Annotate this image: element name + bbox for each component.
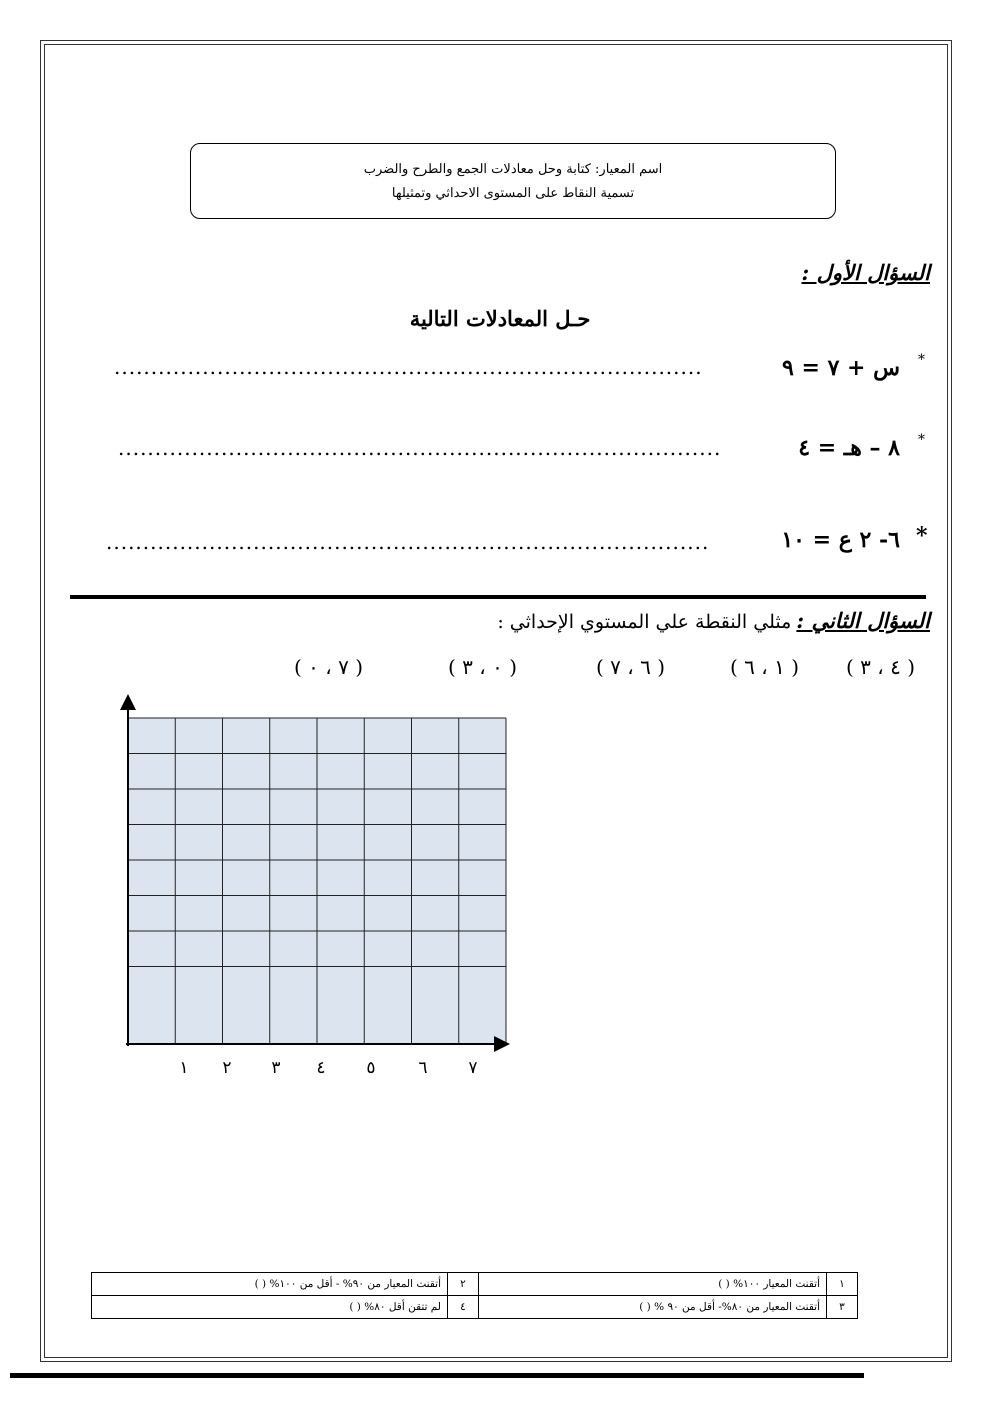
footer-rule	[10, 1373, 864, 1378]
question-2-instruction: مثلي النقطة علي المستوي الإحداثي :	[497, 611, 792, 633]
grade-option-1[interactable]: أتقنت المعيار ١٠٠% ( )	[479, 1273, 827, 1296]
point-3: ( ٦ ، ٧ )	[596, 655, 666, 679]
x-tick-label-6: ٦	[418, 1058, 428, 1078]
grading-table	[91, 1272, 858, 1319]
equation-1-bullet: *	[918, 352, 925, 368]
x-tick-label-7: ٧	[468, 1058, 478, 1078]
equation-3-answer-line[interactable]: ..................................................................................	[106, 530, 710, 554]
x-tick-label-2: ٢	[222, 1058, 232, 1078]
standard-line-1: اسم المعيار: كتابة وحل معادلات الجمع والطرح والضرب	[363, 162, 663, 177]
question-2-title: السؤال الثاني :	[796, 608, 930, 633]
grading-row-2	[92, 1296, 858, 1319]
grade-num-2: ٢	[448, 1273, 479, 1296]
x-tick-label-4: ٤	[316, 1058, 326, 1078]
question-1-title: السؤال الأول :	[801, 260, 930, 285]
grade-num-1: ١	[827, 1273, 858, 1296]
question-1-instruction: حـل المعادلات التالية	[409, 306, 591, 331]
equation-1: س + ٧ = ٩	[781, 355, 900, 381]
equation-3-bullet: *	[916, 523, 928, 549]
point-4: ( ٠ ، ٣ )	[448, 655, 518, 679]
grade-num-3: ٣	[827, 1296, 858, 1319]
point-5: ( ٧ ، ٠ )	[294, 655, 364, 679]
standard-box	[190, 143, 836, 219]
point-1: ( ٤ ، ٣ )	[846, 655, 916, 679]
grade-num-4: ٤	[448, 1296, 479, 1319]
equation-1-answer-line[interactable]: ................................................................................	[114, 355, 703, 379]
grading-row-1	[92, 1273, 858, 1296]
point-2: ( ١ ، ٦ )	[730, 655, 800, 679]
x-tick-label-3: ٣	[271, 1058, 281, 1078]
equation-2-bullet: *	[918, 432, 925, 448]
x-tick-label-5: ٥	[366, 1058, 376, 1078]
standard-line-2: تسمية النقاط على المستوى الاحداثي وتمثيلها	[391, 186, 635, 201]
equation-2-answer-line[interactable]: ..................................................................................	[118, 436, 722, 460]
equation-3: ٦- ٢ ع = ١٠	[781, 527, 900, 553]
section-divider	[70, 595, 926, 599]
question-2-header	[497, 608, 930, 633]
grade-option-3[interactable]: أتقنت المعيار من ٨٠%- أقل من ٩٠ % ( )	[479, 1296, 827, 1319]
coordinate-plane[interactable]	[110, 690, 530, 1090]
grade-option-4[interactable]: لم تتقن أقل ٨٠% ( )	[92, 1296, 448, 1319]
x-tick-label-1: ١	[179, 1058, 189, 1078]
grade-option-2[interactable]: أتقنت المعيار من ٩٠% - أقل من ١٠٠% ( )	[92, 1273, 448, 1296]
equation-2: ٨ – هـ = ٤	[798, 435, 900, 461]
